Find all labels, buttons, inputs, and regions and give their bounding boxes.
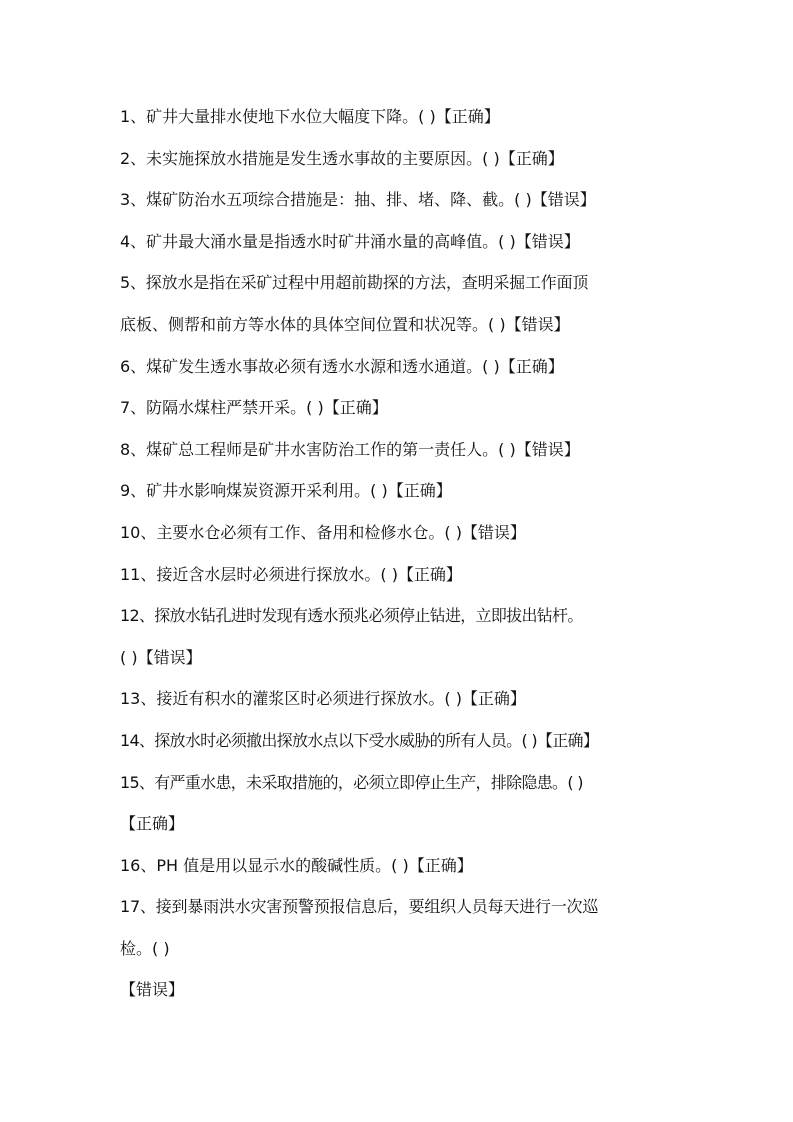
question-line-12-cont: ( )【错误】 (120, 647, 202, 667)
question-line-12: 12、探放水钻孔进时发现有透水预兆必须停止钻进，立即拔出钻杆。 (120, 606, 583, 626)
question-line-11: 11、接近含水层时必须进行探放水。( )【正确】 (120, 564, 462, 584)
question-line-16: 16、PH 值是用以显示水的酸碱性质。( )【正确】 (120, 855, 473, 875)
question-line-2: 2、未实施探放水措施是发生透水事故的主要原因。( )【正确】 (120, 148, 564, 168)
question-line-5-cont: 底板、侧帮和前方等水体的具体空间位置和状况等。( )【错误】 (120, 314, 570, 334)
question-line-7: 7、防隔水煤柱严禁开采。( )【正确】 (120, 398, 388, 418)
question-list (120, 103, 680, 1018)
question-line-17: 17、接到暴雨洪水灾害预警预报信息后，要组织人员每天进行一次巡 (120, 897, 599, 917)
question-line-15: 15、有严重水患，未采取措施的，必须立即停止生产，排除隐患。( ) (120, 772, 583, 792)
question-line-5: 5、探放水是指在采矿过程中用超前勘探的方法，查明采掘工作面顶 (120, 273, 589, 293)
question-line-10: 10、主要水仓必须有工作、备用和检修水仓。( )【错误】 (120, 522, 526, 542)
question-line-13: 13、接近有积水的灌浆区时必须进行探放水。( )【正确】 (120, 689, 526, 709)
question-line-8: 8、煤矿总工程师是矿井水害防治工作的第一责任人。( )【错误】 (120, 439, 580, 459)
question-line-17-cont: 检。( ) (120, 938, 170, 958)
question-line-4: 4、矿井最大涌水量是指透水时矿井涌水量的高峰值。( )【错误】 (120, 231, 580, 251)
question-line-14: 14、探放水时必须撤出探放水点以下受水威胁的所有人员。( )【正确】 (120, 730, 599, 750)
question-line-1: 1、矿井大量排水使地下水位大幅度下降。( )【正确】 (120, 107, 500, 126)
question-line-6: 6、煤矿发生透水事故必须有透水水源和透水通道。( )【正确】 (120, 356, 564, 376)
question-line-17-answer: 【错误】 (120, 980, 185, 1000)
question-line-9: 9、矿井水影响煤炭资源开采利用。( )【正确】 (120, 481, 452, 501)
question-line-15-cont: 【正确】 (120, 814, 185, 834)
question-line-3: 3、煤矿防治水五项综合措施是：抽、排、堵、降、截。( )【错误】 (120, 190, 596, 210)
